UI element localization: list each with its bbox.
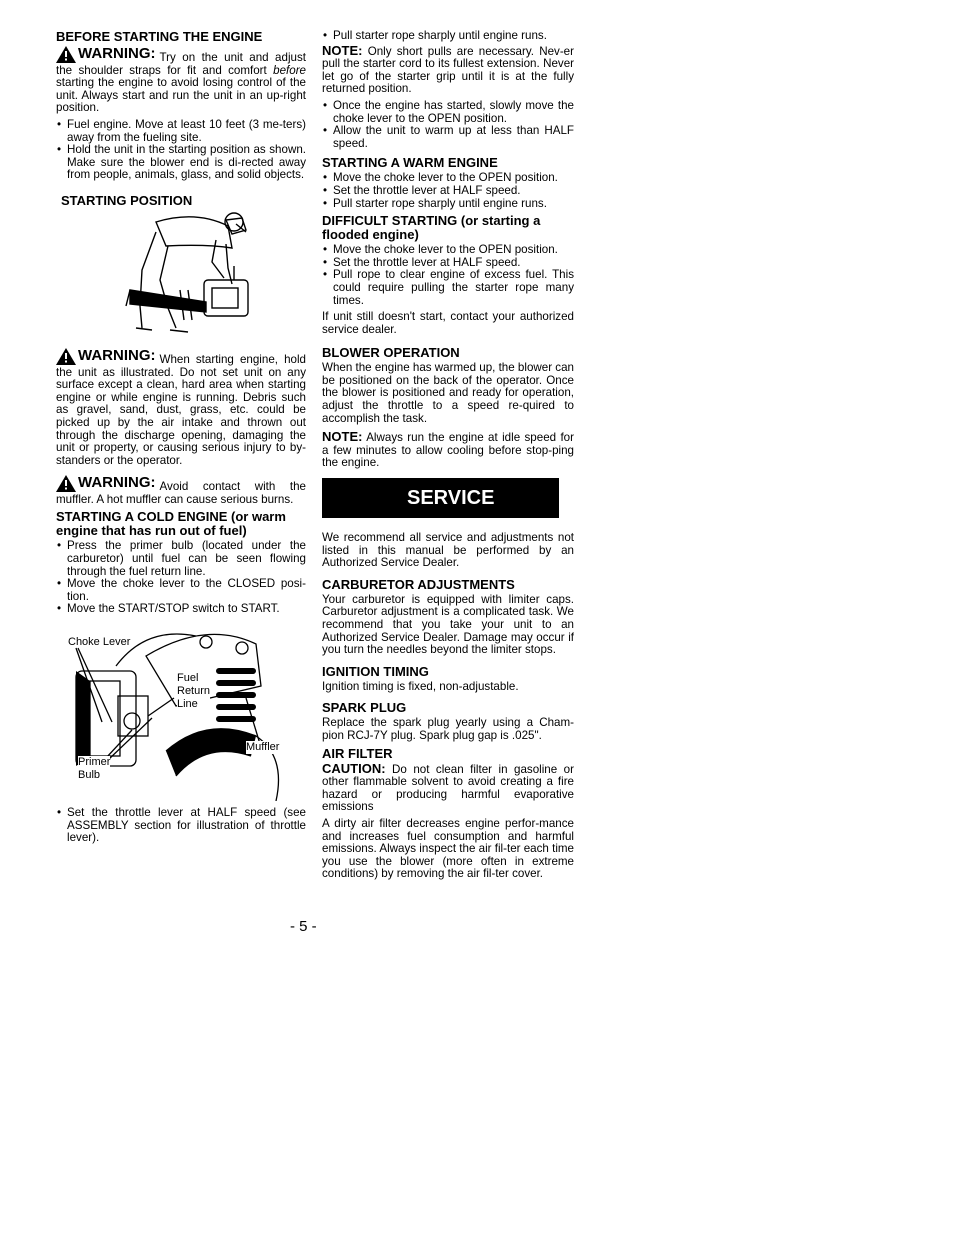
- cold-engine-heading: STARTING A COLD ENGINE (or warm engine that has run out of fuel): [56, 509, 286, 539]
- list-item: • Move the choke lever to the OPEN position.: [322, 244, 574, 257]
- list-item: • Set the throttle lever at HALF speed.: [322, 257, 574, 270]
- list-item: • Move the choke lever to the CLOSED posi-tion.: [56, 578, 306, 603]
- before-starting-list: [56, 119, 306, 182]
- engine-controls-diagram: [56, 626, 306, 801]
- service-intro-text: We recommend all service and adjustments not listed in this manual be performed by an Authorized Service Dealer.: [322, 531, 574, 570]
- before-starting-heading: BEFORE STARTING THE ENGINE: [56, 29, 263, 44]
- blower-operation-text: When the engine has warmed up, the blower can be positioned on the back of the operator. Once the blower is positioned and ready for operation, adjust the throttle to a speed re-quired to accomplish the task.: [322, 361, 574, 425]
- note-idle-speed: NOTE: Always run the engine at idle speed for a few minutes to allow cooling before stop-ping the engine.: [322, 429, 574, 470]
- ignition-heading: IGNITION TIMING: [322, 663, 429, 679]
- spark-plug-text: Replace the spark plug yearly using a Cham-pion RCJ-7Y plug. Spark plug gap is .025".: [322, 716, 574, 742]
- pull-rope-list: [322, 30, 574, 43]
- warning-triangle-icon: [56, 475, 76, 492]
- list-item: • Fuel engine. Move at least 10 feet (3 me-ters) away from the fueling site.: [56, 119, 306, 144]
- starting-position-illustration: [56, 210, 306, 340]
- left-column: [56, 30, 306, 849]
- operator-starting-position-image: [56, 210, 306, 340]
- starting-position-heading: STARTING POSITION: [61, 192, 193, 208]
- primer-bulb-label: Primer Bulb: [78, 756, 111, 782]
- warning-triangle-icon: [56, 348, 76, 365]
- warning-label: WARNING:: [56, 348, 156, 365]
- contact-dealer-text: If unit still doesn't start, contact your authorized service dealer.: [322, 310, 574, 336]
- list-item: • Hold the unit in the starting position as shown. Make sure the blower end is di-rected away from people, animals, glass, and solid objects.: [56, 144, 306, 182]
- page-number: - 5 -: [290, 918, 317, 935]
- after-start-list: [322, 100, 574, 150]
- air-filter-text: A dirty air filter decreases engine perfor-mance and increases fuel consumption and harmful emissions. Always inspect the air fil-ter each time you use the blower (more often in extreme conditions) by removing the air fil-ter cover.: [322, 816, 574, 881]
- list-item: • Move the choke lever to the OPEN position.: [322, 172, 574, 185]
- choke-lever-label: Choke Lever: [68, 636, 131, 649]
- list-item: • Pull starter rope sharply until engine runs.: [322, 30, 574, 43]
- carburetor-text: Your carburetor is equipped with limiter caps. Carburetor adjustment is a complicated task. We recommend that you take your unit to an Authorized Service Dealer. Damage may occur if you turn the needles beyond the limiter stops.: [322, 592, 574, 657]
- list-item: • Press the primer bulb (located under the carburetor) until fuel can be seen flowing through the fuel return line.: [56, 540, 306, 578]
- caution-solvent: CAUTION: Do not clean filter in gasoline or other flammable solvent to avoid creating a fire hazard or producing harmful evaporative emissions: [322, 760, 574, 814]
- note-short-pulls: NOTE: Only short pulls are necessary. Nev-er pull the starter cord to its fullest extension. Never let go of the starter grip until it is at the fully returned position.: [322, 42, 574, 96]
- list-item: • Once the engine has started, slowly move the choke lever to the OPEN position.: [322, 100, 574, 125]
- warning-label: WARNING:: [56, 46, 156, 63]
- throttle-list: [56, 807, 306, 845]
- warning-starting-engine: WARNING: When starting engine, hold the unit as illustrated. Do not set unit on any surface except a clean, hard area when starting engine or while engine is running. Debris such as gravel, sand, dust, grass, etc. could be picked up by the air intake and thrown out through the discharge opening, damaging the unit or property, or causing serious injury to by-standers or the operator.: [56, 347, 306, 467]
- warning-label: WARNING:: [56, 475, 156, 492]
- warning-shoulder-straps: WARNING: Try on the unit and adjust the shoulder straps for fit and comfort before starting the engine to avoid losing control of the unit. Always start and run the unit in an up-right position.: [56, 45, 306, 115]
- list-item: • Allow the unit to warm up at less than HALF speed.: [322, 125, 574, 150]
- start-label: START: [130, 750, 156, 775]
- carburetor-heading: CARBURETOR ADJUSTMENTS: [322, 576, 515, 592]
- fuel-return-line-label: Fuel Return Line: [177, 672, 211, 711]
- air-filter-heading: AIR FILTER: [322, 745, 393, 761]
- warning-muffler: WARNING: Avoid contact with the muffler. A hot muffler can cause serious burns.: [56, 474, 306, 506]
- list-item: • Set the throttle lever at HALF speed (see ASSEMBLY section for illustration of throttle lever).: [56, 807, 306, 845]
- list-item: • Pull rope to clear engine of excess fuel. This could require pulling the starter rope many times.: [322, 269, 574, 307]
- blower-operation-heading: BLOWER OPERATION: [322, 345, 460, 361]
- muffler-label: Muffler: [246, 741, 280, 754]
- service-section-banner: [322, 478, 559, 518]
- list-item: • Pull starter rope sharply until engine runs.: [322, 198, 574, 211]
- warning-triangle-icon: [56, 46, 76, 63]
- warm-engine-list: [322, 172, 574, 210]
- warm-engine-heading: STARTING A WARM ENGINE: [322, 155, 498, 171]
- spark-plug-heading: SPARK PLUG: [322, 700, 407, 716]
- difficult-starting-list: [322, 244, 574, 307]
- cold-engine-list: [56, 540, 306, 616]
- difficult-starting-heading: DIFFICULT STARTING (or starting a flooded engine): [322, 213, 541, 243]
- list-item: • Move the START/STOP switch to START.: [56, 603, 306, 616]
- service-title: SERVICE: [407, 487, 495, 510]
- ignition-text: Ignition timing is fixed, non-adjustable.: [322, 679, 519, 693]
- list-item: • Set the throttle lever at HALF speed.: [322, 185, 574, 198]
- right-column: [322, 30, 574, 885]
